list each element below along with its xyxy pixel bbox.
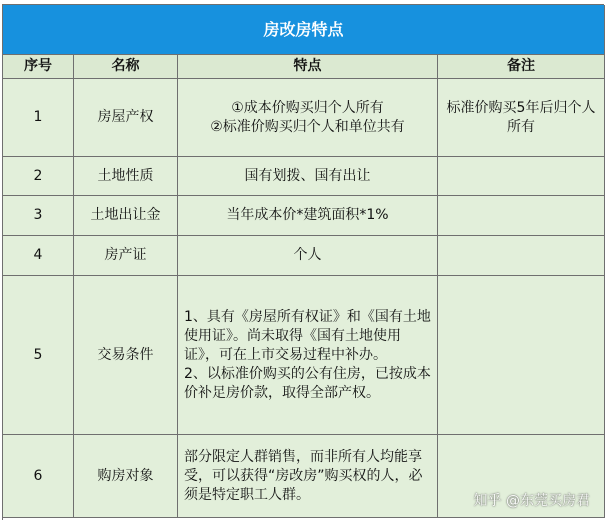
row-4-name: 房产证	[74, 236, 178, 276]
watermark: 知乎 @东莞买房君	[473, 493, 590, 509]
row-5-name: 交易条件	[74, 276, 178, 435]
row-6-name: 购房对象	[74, 435, 178, 518]
row-6-feature-text: 部分限定人群销售，而非所有人均能享受，可以获得“房改房”购买权的人，必须是特定职工人群。	[184, 448, 423, 503]
row-1-note-text: 标准价购买5年后归个人所有	[446, 99, 596, 135]
row-3-no: 3	[3, 196, 74, 236]
row-4-no: 4	[3, 236, 74, 276]
row-2-feature: 国有划拨、国有出让	[178, 157, 438, 196]
row-1-name: 房屋产权	[74, 79, 178, 157]
header-feature: 特点	[178, 55, 438, 79]
header-note: 备注	[438, 55, 605, 79]
row-4-note	[438, 236, 605, 276]
feature-table	[2, 4, 604, 520]
row-5-no: 5	[3, 276, 74, 435]
row-2-no: 2	[3, 157, 74, 196]
row-6-no: 6	[3, 435, 74, 518]
row-1-no: 1	[3, 79, 74, 157]
header-no: 序号	[3, 55, 74, 79]
table-title: 房改房特点	[3, 5, 605, 55]
row-3-feature: 当年成本价*建筑面积*1%	[178, 196, 438, 236]
row-1-feature	[178, 79, 438, 157]
row-5-feature-text: 1、具有《房屋所有权证》和《国有土地使用证》。尚未取得《国有土地使用证》，可在上市交易过程中补办。 2、以标准价购买的公有住房，已按成本价补足房价款，取得全部产权。	[184, 308, 431, 401]
row-5-feature	[178, 276, 438, 435]
row-5-note	[438, 276, 605, 435]
row-3-note	[438, 196, 605, 236]
row-3-name: 土地出让金	[74, 196, 178, 236]
header-name: 名称	[74, 55, 178, 79]
row-6-feature	[178, 435, 438, 518]
row-2-note	[438, 157, 605, 196]
row-4-feature: 个人	[178, 236, 438, 276]
row-1-feature-text: ①成本价购买归个人所有 ②标准价购买归个人和单位共有	[210, 99, 405, 135]
row-2-name: 土地性质	[74, 157, 178, 196]
row-1-note	[438, 79, 605, 157]
